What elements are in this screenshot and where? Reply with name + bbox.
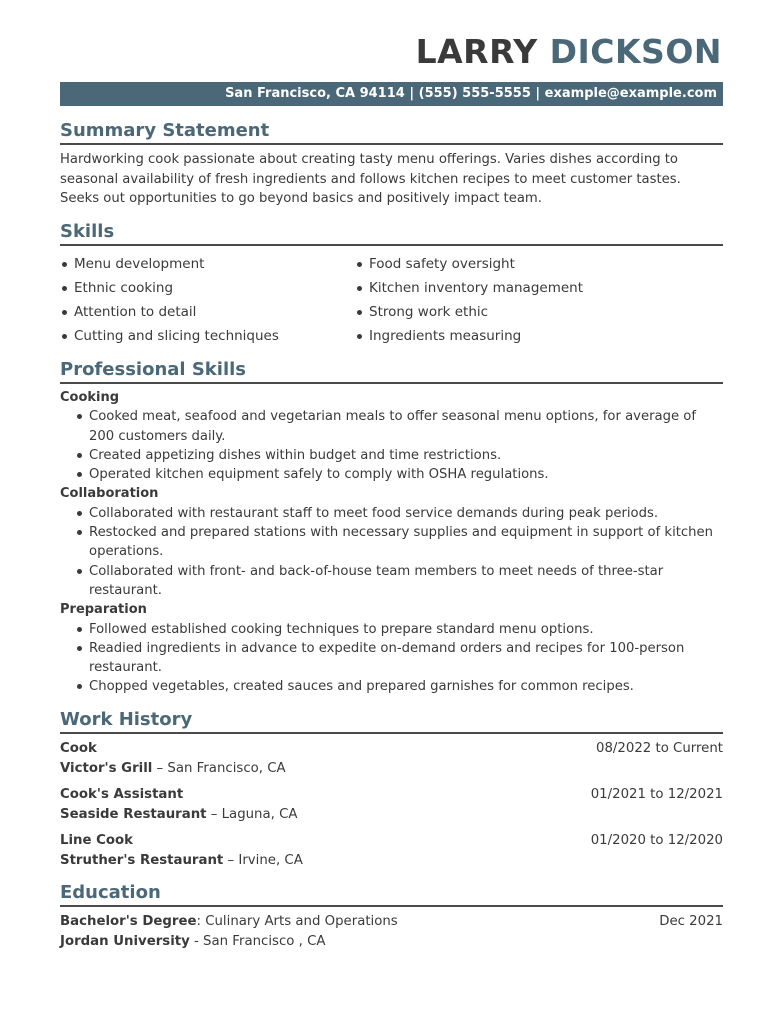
work-history-section	[60, 709, 723, 877]
skill-group-title: Preparation	[60, 602, 147, 618]
job-dates: 08/2022 to Current	[596, 741, 723, 756]
job-company: Struther's Restaurant	[60, 853, 224, 868]
skill-item: Cutting and slicing techniques	[60, 324, 355, 348]
job-location: – San Francisco, CA	[152, 761, 286, 776]
graduation-date: Dec 2021	[659, 914, 723, 929]
skill-group-title: Collaboration	[60, 486, 159, 502]
job-company: Victor's Grill	[60, 761, 153, 776]
school-name: Jordan University	[60, 934, 190, 949]
section-title: Work History	[60, 709, 723, 734]
job-entry	[60, 831, 723, 877]
section-title: Professional Skills	[60, 359, 723, 384]
section-title: Education	[60, 882, 723, 907]
job-list	[60, 739, 723, 877]
job-role: Line Cook	[60, 833, 134, 848]
education-section	[60, 882, 723, 958]
job-location: – Laguna, CA	[206, 807, 298, 822]
skills-list	[60, 252, 723, 348]
job-role: Cook's Assistant	[60, 787, 184, 802]
skill-groups	[60, 388, 723, 697]
skill-group-title: Cooking	[60, 390, 120, 405]
list-item: Created appetizing dishes within budget and time restrictions.	[60, 446, 723, 465]
degree-field: : Culinary Arts and Operations	[196, 914, 398, 929]
contact-bar: San Francisco, CA 94114 | (555) 555-5555 | example@example.com	[60, 82, 723, 106]
list-item: Followed established cooking techniques to prepare standard menu options.	[60, 620, 723, 639]
job-dates: 01/2020 to 12/2020	[590, 833, 723, 848]
candidate-name	[416, 30, 722, 74]
section-title: Summary Statement	[60, 120, 723, 145]
list-item: Collaborated with front- and back-of-house team members to meet needs of three-star restaurant.	[60, 562, 723, 601]
last-name: DICKSON	[549, 32, 722, 71]
first-name: LARRY	[415, 32, 538, 71]
skills-section	[60, 221, 723, 348]
job-entry	[60, 785, 723, 831]
summary-text: Hardworking cook passionate about creating tasty menu offerings. Varies dishes according to seasonal availability of fresh ingredients and follows kitchen recipes to meet customer tastes. Seeks out opportunities to go beyond basics and positively impact team.	[60, 152, 681, 207]
job-company: Seaside Restaurant	[60, 807, 207, 822]
skill-item: Ethnic cooking	[60, 276, 355, 300]
section-title: Skills	[60, 221, 723, 246]
degree: Bachelor's Degree	[60, 914, 197, 929]
skill-item: Kitchen inventory management	[355, 276, 695, 300]
summary-section	[60, 120, 723, 209]
list-item: Readied ingredients in advance to expedite on-demand orders and recipes for 100-person restaurant.	[60, 639, 723, 678]
job-location: – Irvine, CA	[223, 853, 303, 868]
skill-item: Menu development	[60, 252, 355, 276]
skill-item: Strong work ethic	[355, 300, 695, 324]
list-item: Collaborated with restaurant staff to meet food service demands during peak periods.	[60, 504, 723, 523]
list-item: Operated kitchen equipment safely to comply with OSHA regulations.	[60, 465, 723, 484]
job-dates: 01/2021 to 12/2021	[590, 787, 723, 802]
skill-item: Attention to detail	[60, 300, 355, 324]
list-item: Chopped vegetables, created sauces and prepared garnishes for common recipes.	[60, 677, 723, 696]
list-item: Restocked and prepared stations with necessary supplies and equipment in support of kitchen operations.	[60, 523, 723, 562]
school-location: - San Francisco , CA	[189, 934, 326, 949]
education-entry	[60, 912, 723, 958]
professional-skills-section	[60, 359, 723, 697]
skill-item: Food safety oversight	[355, 252, 695, 276]
list-item: Cooked meat, seafood and vegetarian meals to offer seasonal menu options, for average of 200 customers daily.	[60, 407, 723, 446]
job-entry	[60, 739, 723, 785]
job-role: Cook	[60, 741, 97, 756]
skill-item: Ingredients measuring	[355, 324, 695, 348]
